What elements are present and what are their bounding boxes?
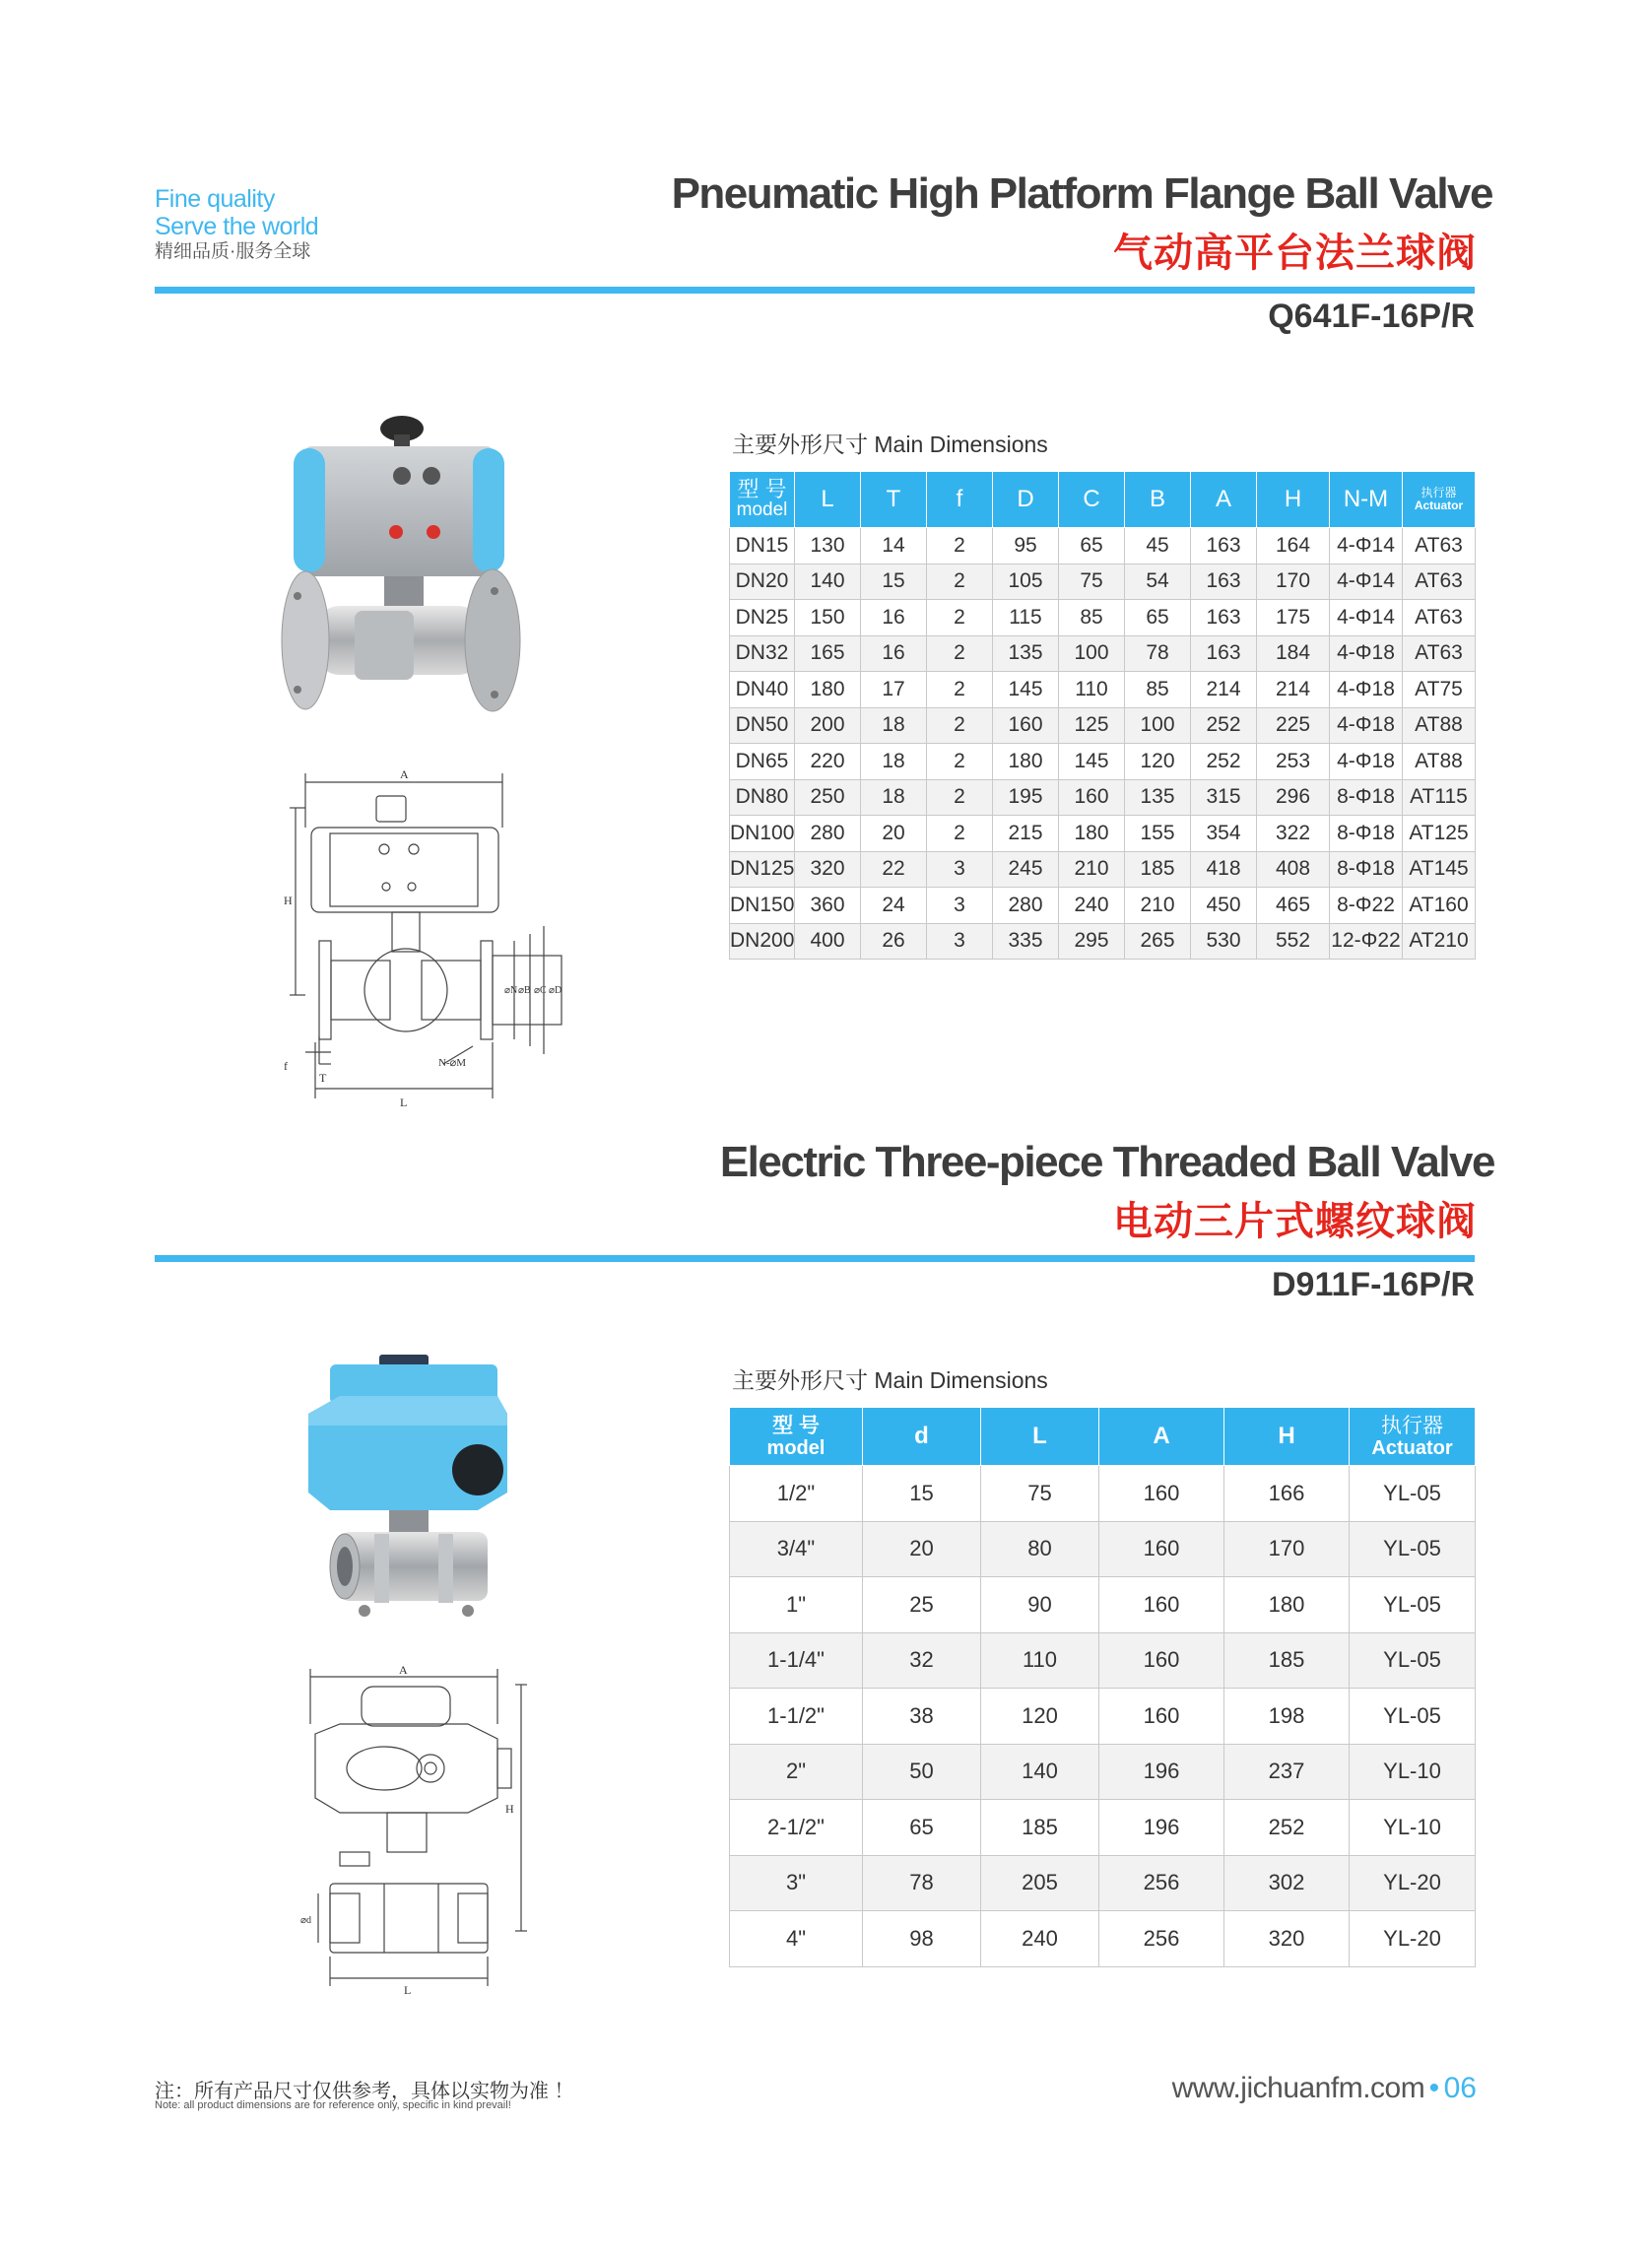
table-cell: 185 (1125, 851, 1191, 888)
table-row (730, 923, 1476, 960)
table-cell: 196 (1099, 1800, 1224, 1856)
header-col: B (1125, 472, 1191, 528)
table-cell: 170 (1257, 564, 1330, 600)
table-row (730, 1911, 1476, 1967)
table-cell: 220 (795, 744, 861, 780)
table-cell: 320 (1224, 1911, 1350, 1967)
table-cell-model: 1-1/4" (730, 1632, 863, 1689)
header-col: f (927, 472, 993, 528)
header-model: 型 号 model (730, 1408, 863, 1466)
table-cell-model: 1" (730, 1577, 863, 1633)
section2-dimensions-table (729, 1407, 1476, 1967)
table-cell: 85 (1059, 600, 1125, 636)
table-cell: AT75 (1403, 672, 1476, 708)
table-cell: 145 (993, 672, 1059, 708)
drawing-label-a: A (400, 768, 409, 781)
website-link[interactable]: www.jichuanfm.com (1171, 2072, 1425, 2104)
pneumatic-valve-photo (276, 409, 522, 734)
table-cell: 163 (1191, 564, 1257, 600)
table-cell: 185 (1224, 1632, 1350, 1689)
table-row (730, 1466, 1476, 1522)
table-cell: YL-10 (1350, 1800, 1476, 1856)
table-cell: 215 (993, 816, 1059, 852)
header-col: A (1191, 472, 1257, 528)
table-cell: 3 (927, 888, 993, 924)
table-cell: 164 (1257, 528, 1330, 564)
table-cell: 135 (1125, 779, 1191, 816)
table-cell-model: DN200 (730, 923, 795, 960)
footer-note-en: Note: all product dimensions are for reference only, specific in kind prevail! (155, 2099, 511, 2111)
table-cell: AT63 (1403, 600, 1476, 636)
table-cell: 322 (1257, 816, 1330, 852)
header-col: L (795, 472, 861, 528)
table-cell: 15 (861, 564, 927, 600)
table-cell: 15 (863, 1466, 981, 1522)
table-cell: 205 (981, 1855, 1099, 1911)
table-cell: 160 (1099, 1466, 1224, 1522)
table-cell: 65 (1125, 600, 1191, 636)
table-cell: 125 (1059, 707, 1125, 744)
table-row (730, 779, 1476, 816)
table-cell: 360 (795, 888, 861, 924)
table-cell: 160 (993, 707, 1059, 744)
table-cell: 105 (993, 564, 1059, 600)
table-cell: 175 (1257, 600, 1330, 636)
drawing-label-l: L (404, 1983, 412, 1997)
pneumatic-valve-drawing (276, 768, 611, 1118)
table-cell: 140 (981, 1744, 1099, 1800)
table-cell: 408 (1257, 851, 1330, 888)
table-cell: 16 (861, 635, 927, 672)
table-cell: 160 (1099, 1632, 1224, 1689)
table-cell: AT88 (1403, 707, 1476, 744)
footer-note-cn: 注：所有产品尺寸仅供参考，具体以实物为准 ！ (155, 2081, 574, 2102)
footer-right (1172, 2072, 1477, 2105)
table-cell: 214 (1191, 672, 1257, 708)
footer-bullet: • (1428, 2072, 1440, 2104)
table-cell: 252 (1224, 1800, 1350, 1856)
section2-model-code: D911F-16P/R (1272, 1266, 1475, 1303)
table-cell: 8-Φ18 (1330, 816, 1403, 852)
table-cell: 20 (861, 816, 927, 852)
table-cell: 98 (863, 1911, 981, 1967)
table-cell: 180 (795, 672, 861, 708)
header-col: T (861, 472, 927, 528)
table-cell: 400 (795, 923, 861, 960)
table-cell: 38 (863, 1689, 981, 1745)
brand-block (155, 185, 318, 264)
table-cell-model: 4" (730, 1911, 863, 1967)
table-cell: 210 (1125, 888, 1191, 924)
table-cell: 180 (993, 744, 1059, 780)
table-cell: 160 (1099, 1689, 1224, 1745)
table-cell: 2 (927, 600, 993, 636)
table-row (730, 528, 1476, 564)
table-cell: 3 (927, 851, 993, 888)
table-cell: 240 (1059, 888, 1125, 924)
table-cell: YL-05 (1350, 1577, 1476, 1633)
table-row (730, 1577, 1476, 1633)
table-cell-model: 1-1/2" (730, 1689, 863, 1745)
table-cell: 180 (1059, 816, 1125, 852)
table-cell: 155 (1125, 816, 1191, 852)
table-row (730, 1521, 1476, 1577)
header-col: d (863, 1408, 981, 1466)
header-col: H (1224, 1408, 1350, 1466)
section1-dimensions-table (729, 471, 1476, 960)
table-cell: 130 (795, 528, 861, 564)
table-cell: 165 (795, 635, 861, 672)
table-cell: 180 (1224, 1577, 1350, 1633)
drawing-label-a: A (399, 1665, 408, 1677)
table-cell: 210 (1059, 851, 1125, 888)
header-col: A (1099, 1408, 1224, 1466)
section1-table-body (730, 528, 1476, 960)
drawing-label-h: H (284, 894, 293, 907)
header-model: 型 号 model (730, 472, 795, 528)
section2-title-en: Electric Three-piece Threaded Ball Valve (719, 1138, 1494, 1186)
table-cell: 145 (1059, 744, 1125, 780)
table-cell: 296 (1257, 779, 1330, 816)
table-cell: 160 (1099, 1577, 1224, 1633)
table-cell: 4-Φ18 (1330, 707, 1403, 744)
table-cell: 4-Φ18 (1330, 672, 1403, 708)
table-cell: 2 (927, 744, 993, 780)
table-cell: 65 (863, 1800, 981, 1856)
table-cell-model: DN40 (730, 672, 795, 708)
drawing-label-nm: N-⌀M (438, 1057, 467, 1069)
table-cell: 2 (927, 635, 993, 672)
table-cell: 120 (981, 1689, 1099, 1745)
table-row (730, 1632, 1476, 1689)
table-cell: YL-05 (1350, 1689, 1476, 1745)
table-header-row (730, 1408, 1476, 1466)
table-cell: 78 (863, 1855, 981, 1911)
table-row (730, 1800, 1476, 1856)
table-cell-model: DN50 (730, 707, 795, 744)
table-cell: 252 (1191, 707, 1257, 744)
table-cell: AT63 (1403, 528, 1476, 564)
table-cell: 320 (795, 851, 861, 888)
table-cell: 354 (1191, 816, 1257, 852)
table-row (730, 744, 1476, 780)
table-cell-model: 3" (730, 1855, 863, 1911)
table-cell: 170 (1224, 1521, 1350, 1577)
table-cell: 18 (861, 707, 927, 744)
table-cell: 4-Φ14 (1330, 600, 1403, 636)
table-cell-model: 1/2" (730, 1466, 863, 1522)
table-cell: 185 (981, 1800, 1099, 1856)
section1-model-code: Q641F-16P/R (1268, 298, 1475, 335)
table-cell: 256 (1099, 1911, 1224, 1967)
header-col: N-M (1330, 472, 1403, 528)
table-cell: 237 (1224, 1744, 1350, 1800)
table-cell: YL-20 (1350, 1855, 1476, 1911)
table-cell: 198 (1224, 1689, 1350, 1745)
table-cell: 163 (1191, 635, 1257, 672)
electric-valve-photo (300, 1355, 517, 1650)
table-cell-model: DN25 (730, 600, 795, 636)
drawing-label-f: f (284, 1059, 288, 1073)
table-cell: 2 (927, 528, 993, 564)
table-cell: 100 (1059, 635, 1125, 672)
table-row (730, 600, 1476, 636)
table-cell: 552 (1257, 923, 1330, 960)
drawing-label-d: ⌀D (549, 985, 562, 996)
table-cell: 135 (993, 635, 1059, 672)
table-cell-model: DN100 (730, 816, 795, 852)
table-cell: AT160 (1403, 888, 1476, 924)
table-cell: 90 (981, 1577, 1099, 1633)
table-cell: 450 (1191, 888, 1257, 924)
table-cell: 100 (1125, 707, 1191, 744)
table-header-row (730, 472, 1476, 528)
table-cell: 252 (1191, 744, 1257, 780)
table-cell: 2 (927, 779, 993, 816)
table-cell-model: 2-1/2" (730, 1800, 863, 1856)
table-cell: 20 (863, 1521, 981, 1577)
section1-divider (155, 287, 1475, 294)
header-actuator: 执行器 Actuator (1350, 1408, 1476, 1466)
section2-dimensions-label: 主要外形尺寸 Main Dimensions (732, 1367, 1048, 1393)
section1-title-en: Pneumatic High Platform Flange Ball Valve (671, 169, 1492, 218)
table-cell: 225 (1257, 707, 1330, 744)
table-cell: 26 (861, 923, 927, 960)
section2-divider (155, 1255, 1475, 1262)
drawing-label-t: T (319, 1071, 327, 1085)
table-cell-model: 3/4" (730, 1521, 863, 1577)
drawing-label-b: ⌀B (518, 985, 531, 996)
table-row (730, 1855, 1476, 1911)
brand-slogan-line2: Serve the world (155, 213, 319, 240)
table-row (730, 564, 1476, 600)
section1-dimensions-label: 主要外形尺寸 Main Dimensions (732, 431, 1048, 457)
table-cell: 280 (993, 888, 1059, 924)
table-cell: 160 (1099, 1521, 1224, 1577)
drawing-label-c: ⌀C (534, 985, 547, 996)
table-cell: AT88 (1403, 744, 1476, 780)
table-cell: 196 (1099, 1744, 1224, 1800)
table-cell-model: DN125 (730, 851, 795, 888)
table-cell: 315 (1191, 779, 1257, 816)
table-row (730, 1689, 1476, 1745)
table-cell: 25 (863, 1577, 981, 1633)
table-cell: 110 (981, 1632, 1099, 1689)
brand-slogan-line1: Fine quality (155, 185, 275, 213)
table-cell: 2 (927, 564, 993, 600)
table-cell: 50 (863, 1744, 981, 1800)
table-cell: 4-Φ14 (1330, 528, 1403, 564)
page-number: 06 (1443, 2072, 1477, 2104)
table-row (730, 707, 1476, 744)
header-col: C (1059, 472, 1125, 528)
table-cell-model: DN32 (730, 635, 795, 672)
table-cell: 280 (795, 816, 861, 852)
table-cell: 22 (861, 851, 927, 888)
table-cell: AT63 (1403, 635, 1476, 672)
section2-table-body (730, 1466, 1476, 1967)
table-cell: 75 (981, 1466, 1099, 1522)
table-cell: 256 (1099, 1855, 1224, 1911)
table-cell: 16 (861, 600, 927, 636)
table-cell: 140 (795, 564, 861, 600)
table-cell: AT125 (1403, 816, 1476, 852)
table-cell: 265 (1125, 923, 1191, 960)
table-cell: 465 (1257, 888, 1330, 924)
table-cell-model: DN80 (730, 779, 795, 816)
table-cell: 80 (981, 1521, 1099, 1577)
table-cell: 78 (1125, 635, 1191, 672)
table-cell: 95 (993, 528, 1059, 564)
table-cell: 12-Φ22 (1330, 923, 1403, 960)
table-cell: AT63 (1403, 564, 1476, 600)
table-cell: 8-Φ18 (1330, 851, 1403, 888)
table-cell: 4-Φ14 (1330, 564, 1403, 600)
table-cell: 214 (1257, 672, 1330, 708)
table-cell: 4-Φ18 (1330, 635, 1403, 672)
table-cell: YL-10 (1350, 1744, 1476, 1800)
table-cell: 85 (1125, 672, 1191, 708)
table-cell: 335 (993, 923, 1059, 960)
table-cell-model: 2" (730, 1744, 863, 1800)
drawing-label-d: ⌀d (300, 1915, 312, 1926)
table-cell: 2 (927, 672, 993, 708)
table-cell: 250 (795, 779, 861, 816)
electric-valve-drawing (300, 1665, 527, 2000)
section2-title-cn: 电动三片式螺纹球阀 (1113, 1200, 1477, 1243)
table-cell: 18 (861, 779, 927, 816)
table-row (730, 635, 1476, 672)
header-col: D (993, 472, 1059, 528)
table-cell: 8-Φ18 (1330, 779, 1403, 816)
section1-title-cn: 气动高平台法兰球阀 (1113, 232, 1477, 275)
table-cell: 120 (1125, 744, 1191, 780)
table-cell: 163 (1191, 600, 1257, 636)
table-cell: 150 (795, 600, 861, 636)
table-cell: 253 (1257, 744, 1330, 780)
table-row (730, 851, 1476, 888)
table-cell: 245 (993, 851, 1059, 888)
table-cell: 302 (1224, 1855, 1350, 1911)
table-cell: 240 (981, 1911, 1099, 1967)
brand-slogan-cn: 精细品质·服务全球 (155, 241, 311, 262)
table-cell: 2 (927, 707, 993, 744)
table-cell: 115 (993, 600, 1059, 636)
table-cell: YL-20 (1350, 1911, 1476, 1967)
table-row (730, 672, 1476, 708)
table-cell: 24 (861, 888, 927, 924)
table-cell-model: DN20 (730, 564, 795, 600)
table-cell: 65 (1059, 528, 1125, 564)
table-cell: 110 (1059, 672, 1125, 708)
table-cell: 75 (1059, 564, 1125, 600)
table-cell: YL-05 (1350, 1521, 1476, 1577)
table-cell: 18 (861, 744, 927, 780)
table-row (730, 1744, 1476, 1800)
table-cell: AT210 (1403, 923, 1476, 960)
table-cell: 2 (927, 816, 993, 852)
table-cell: 166 (1224, 1466, 1350, 1522)
header-col: L (981, 1408, 1099, 1466)
table-cell: 8-Φ22 (1330, 888, 1403, 924)
table-cell: 195 (993, 779, 1059, 816)
table-cell: 530 (1191, 923, 1257, 960)
drawing-label-dn: ⌀N (504, 985, 518, 996)
table-cell: 160 (1059, 779, 1125, 816)
table-cell: 14 (861, 528, 927, 564)
table-cell: 295 (1059, 923, 1125, 960)
header-actuator: 执行器 Actuator (1403, 472, 1476, 528)
table-cell: YL-05 (1350, 1632, 1476, 1689)
table-cell: 200 (795, 707, 861, 744)
table-cell: 4-Φ18 (1330, 744, 1403, 780)
table-cell: AT145 (1403, 851, 1476, 888)
table-cell: 163 (1191, 528, 1257, 564)
table-cell: 3 (927, 923, 993, 960)
table-cell: 17 (861, 672, 927, 708)
table-row (730, 816, 1476, 852)
table-cell: 45 (1125, 528, 1191, 564)
table-cell-model: DN15 (730, 528, 795, 564)
table-cell-model: DN65 (730, 744, 795, 780)
drawing-label-h: H (505, 1802, 514, 1816)
table-cell: AT115 (1403, 779, 1476, 816)
table-cell: 184 (1257, 635, 1330, 672)
drawing-label-l: L (400, 1095, 408, 1109)
table-cell: YL-05 (1350, 1466, 1476, 1522)
table-cell: 32 (863, 1632, 981, 1689)
header-col: H (1257, 472, 1330, 528)
table-cell-model: DN150 (730, 888, 795, 924)
table-cell: 418 (1191, 851, 1257, 888)
table-cell: 54 (1125, 564, 1191, 600)
table-row (730, 888, 1476, 924)
